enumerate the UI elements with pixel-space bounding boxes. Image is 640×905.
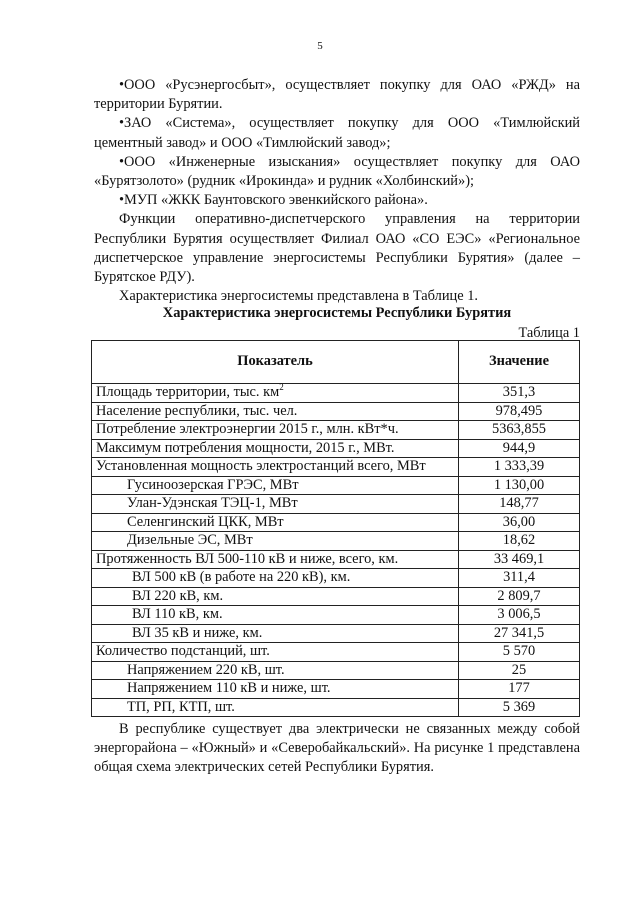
table-row [92,606,580,625]
row-value: 36,00 [459,513,580,532]
row-label [92,384,459,403]
paragraph: Функции оперативно-диспетчерского управления на территории Республики Бурятия осуществляет Филиал ОАО «СО ЕЭС» «Региональное диспетчерское управление энергосистемы Республики Бурятия» (далее – Бурятское РДУ). [94,211,580,286]
column-header-indicator: Показатель [92,341,459,384]
row-value: 944,9 [459,439,580,458]
row-value: 1 333,39 [459,458,580,477]
page-number: 5 [317,40,323,52]
table-row [92,624,580,643]
row-label: Напряжением 110 кВ и ниже, шт. [92,680,459,699]
row-value: 978,495 [459,402,580,421]
table-title: Характеристика энергосистемы Республики Бурятия [162,305,512,321]
intro-text [94,76,580,306]
table-row [92,458,580,477]
row-value: 351,3 [459,384,580,403]
table-row [92,402,580,421]
row-value: 177 [459,680,580,699]
row-label: ВЛ 220 кВ, км. [92,587,459,606]
paragraph: •ООО «Русэнергосбыт», осуществляет покупку для ОАО «РЖД» на территории Бурятии. [94,77,580,113]
table-row [92,495,580,514]
row-value: 27 341,5 [459,624,580,643]
row-label: Протяженность ВЛ 500-110 кВ и ниже, всего, км. [92,550,459,569]
table-row [92,587,580,606]
row-label: Напряжением 220 кВ, шт. [92,661,459,680]
table-row [92,513,580,532]
table-row [92,643,580,662]
table-row [92,532,580,551]
row-value: 5363,855 [459,421,580,440]
table-row [92,569,580,588]
row-label: Гусиноозерская ГРЭС, МВт [92,476,459,495]
table-label: Таблица 1 [518,325,580,341]
table-row [92,550,580,569]
table-header-row [92,341,580,384]
table-row [92,661,580,680]
paragraph: •ЗАО «Система», осуществляет покупку для ООО «Тимлюйский цементный завод» и ООО «Тимлюйский завод»; [94,115,580,151]
row-value: 2 809,7 [459,587,580,606]
row-value: 5 369 [459,698,580,717]
paragraph: •МУП «ЖКК Баунтовского эвенкийского района». [119,192,428,209]
row-value: 18,62 [459,532,580,551]
row-value: 1 130,00 [459,476,580,495]
table-row [92,384,580,403]
table-row [92,439,580,458]
row-label: Улан-Удэнская ТЭЦ-1, МВт [92,495,459,514]
area-label-text: Площадь территории, тыс. км [96,384,280,400]
energy-table [91,340,580,717]
table-row [92,680,580,699]
table-row [92,476,580,495]
row-label: Количество подстанций, шт. [92,643,459,662]
row-label: Население республики, тыс. чел. [92,402,459,421]
closing-text [94,720,580,778]
row-value: 33 469,1 [459,550,580,569]
row-label: Потребление электроэнергии 2015 г., млн. кВт*ч. [92,421,459,440]
row-value: 5 570 [459,643,580,662]
area-superscript: 2 [279,382,284,393]
row-value: 148,77 [459,495,580,514]
row-label: ТП, РП, КТП, шт. [92,698,459,717]
row-label: ВЛ 35 кВ и ниже, км. [92,624,459,643]
row-label: Установленная мощность электростанций всего, МВт [92,458,459,477]
closing-paragraph: В республике существует два электрически не связанных между собой энергорайона – «Южный» и «Северобайкальский». На рисунке 1 представлена общая схема электрических сетей Республики Бурятия. [94,721,580,776]
row-value: 3 006,5 [459,606,580,625]
paragraph: Характеристика энергосистемы представлена в Таблице 1. [119,288,479,305]
row-label: ВЛ 500 кВ (в работе на 220 кВ), км. [92,569,459,588]
table-row [92,421,580,440]
row-label: Селенгинский ЦКК, МВт [92,513,459,532]
paragraph: •ООО «Инженерные изыскания» осуществляет покупку для ОАО «Бурятзолото» (рудник «Ирокинда» и рудник «Холбинский»); [94,153,580,190]
row-label: Максимум потребления мощности, 2015 г., МВт. [92,439,459,458]
row-value: 311,4 [459,569,580,588]
row-value: 25 [459,661,580,680]
row-label: Дизельные ЭС, МВт [92,532,459,551]
table-row [92,698,580,717]
column-header-value: Значение [459,341,580,384]
row-label: ВЛ 110 кВ, км. [92,606,459,625]
